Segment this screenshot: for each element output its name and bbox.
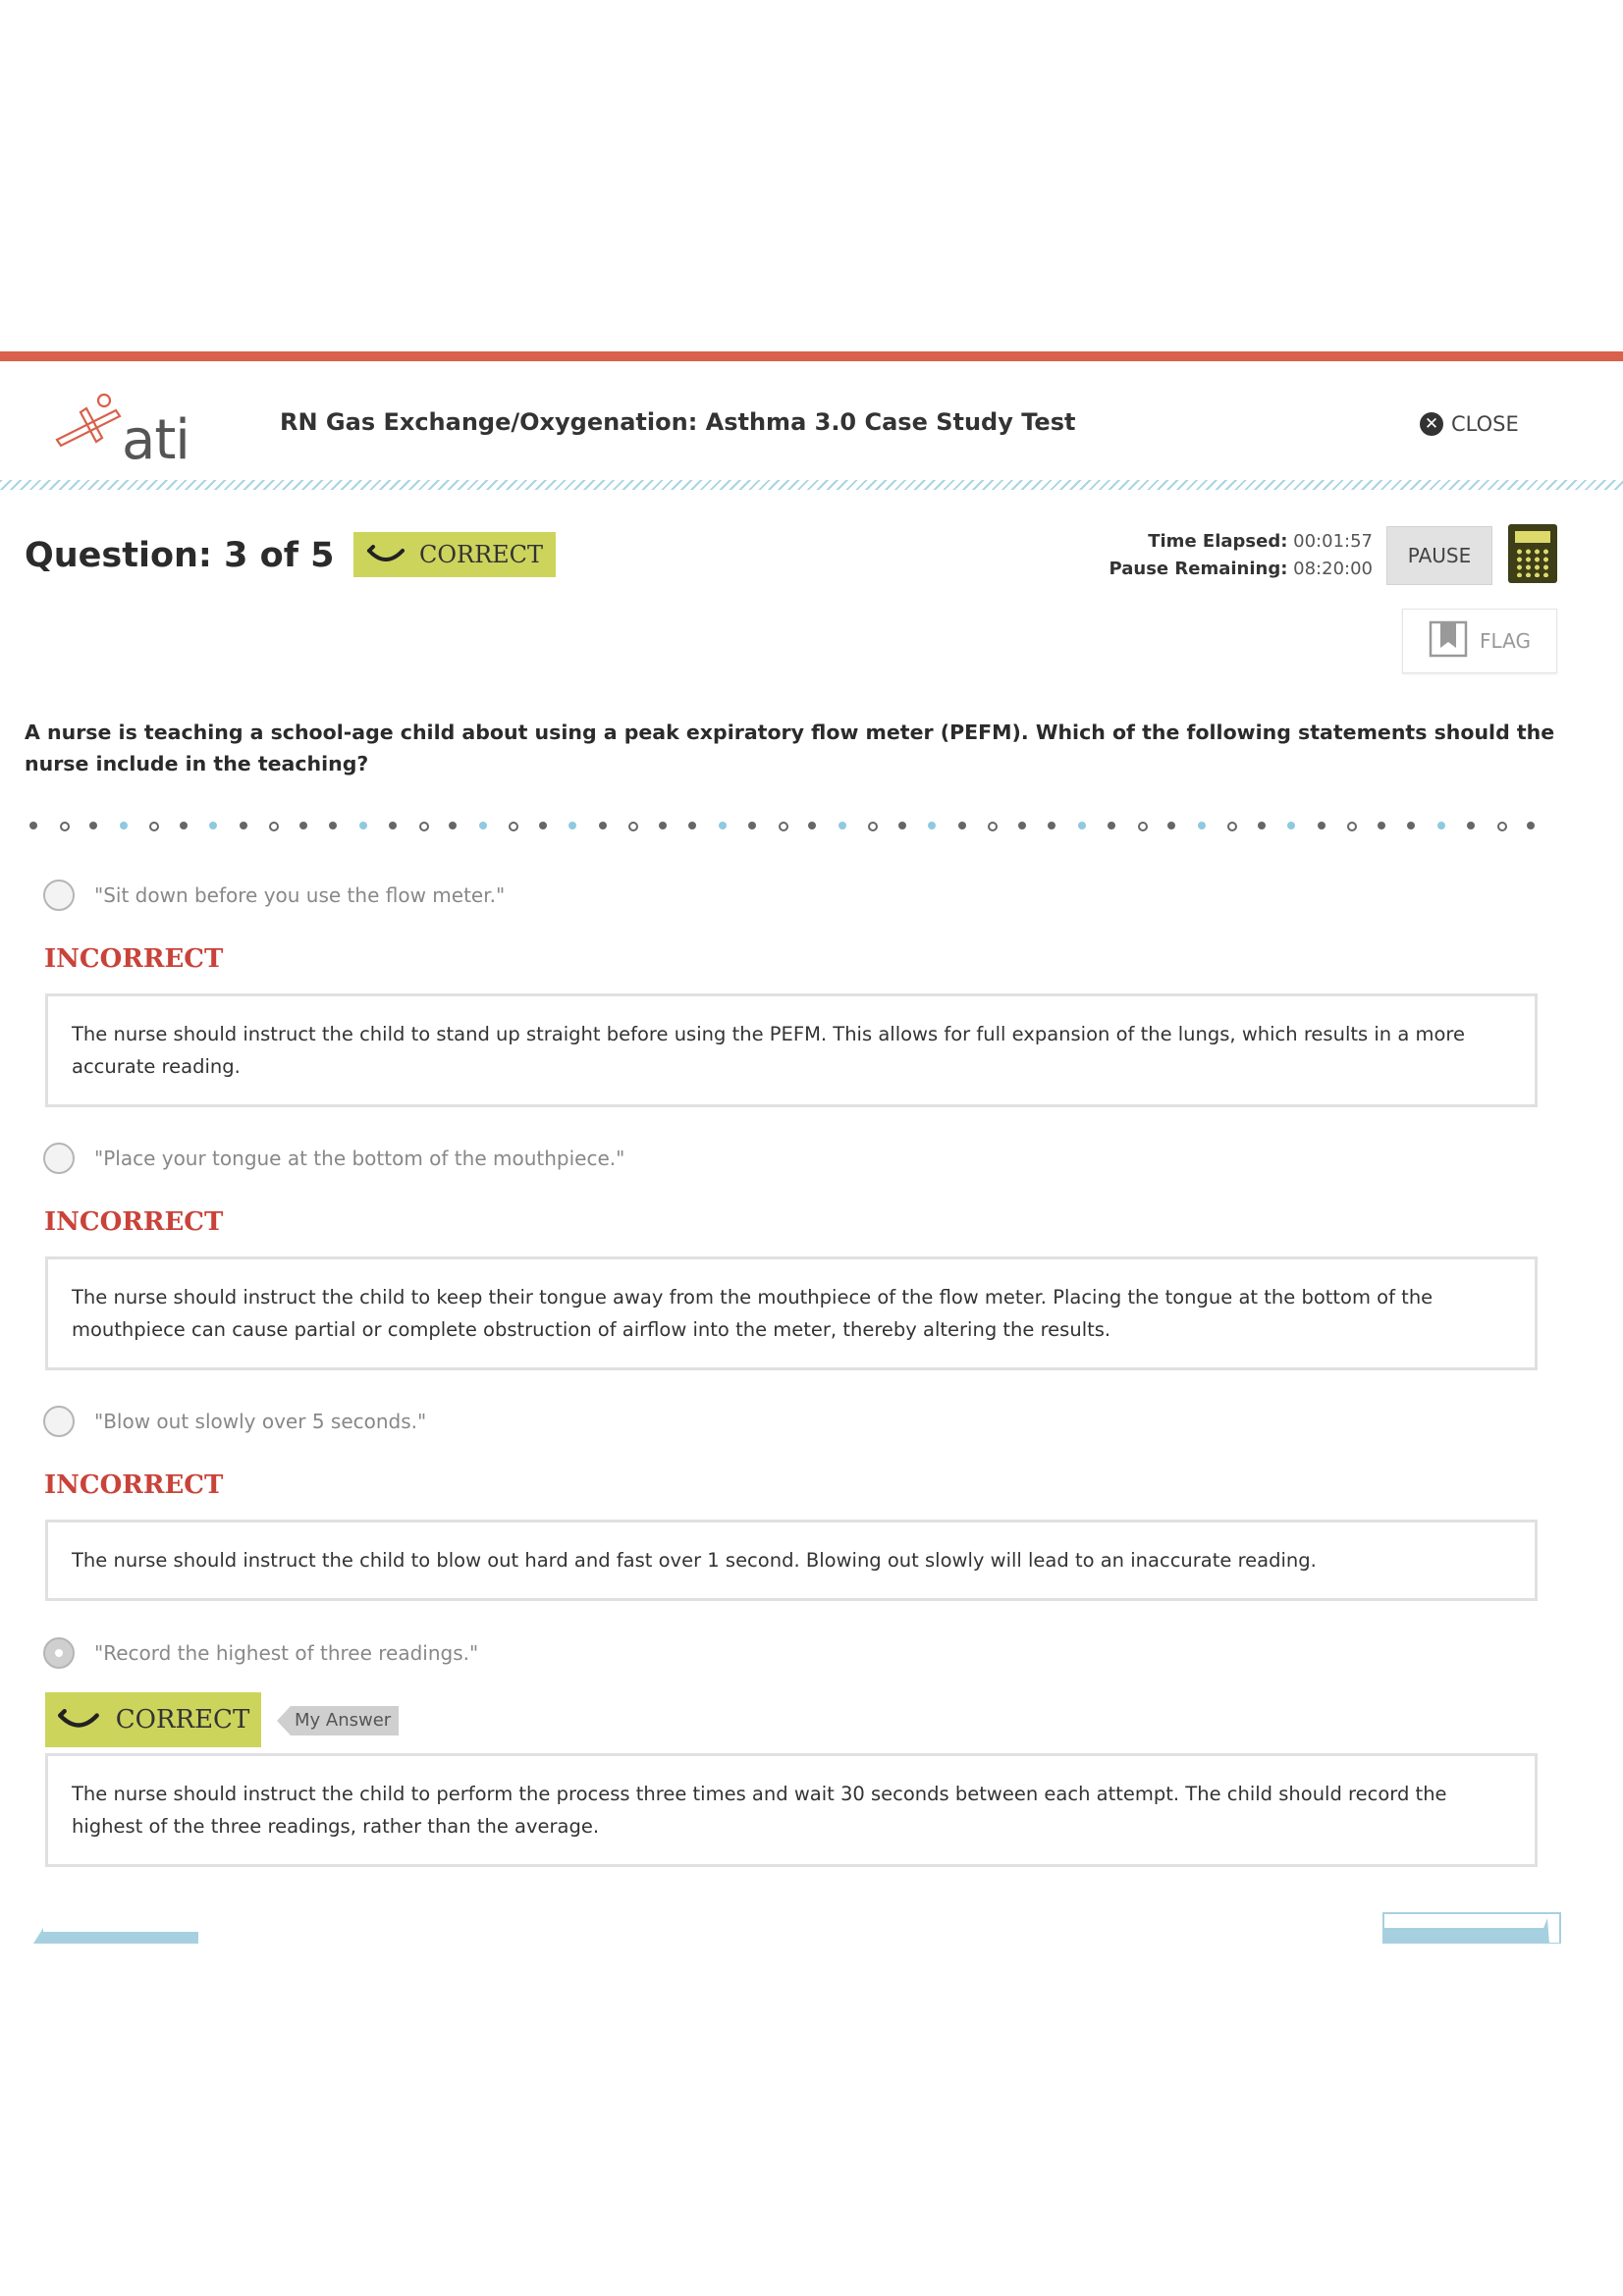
progress-dot xyxy=(1018,822,1026,829)
next-arrow-icon xyxy=(1382,1912,1561,1944)
progress-dot xyxy=(568,822,576,829)
progress-dot xyxy=(1167,822,1175,829)
calculator-screen xyxy=(1515,531,1550,543)
option-3-rationale: The nurse should instruct the child to blow out hard and fast over 1 second. Blowing out slowly will lead to an inaccurate reading. xyxy=(45,1520,1538,1601)
close-button[interactable] xyxy=(1420,412,1519,436)
progress-dot xyxy=(958,822,966,829)
check-icon xyxy=(57,1709,100,1731)
progress-dot xyxy=(748,822,756,829)
progress-dots xyxy=(29,819,1551,832)
progress-dot xyxy=(1407,822,1415,829)
progress-dot xyxy=(1108,822,1115,829)
option-4-verdict-badge xyxy=(45,1692,261,1747)
progress-dot xyxy=(808,822,816,829)
option-4-verdict: CORRECT xyxy=(115,1705,250,1735)
progress-dot xyxy=(988,822,998,831)
logo-text: ati xyxy=(122,408,189,472)
progress-dot xyxy=(1287,822,1295,829)
option-4-radio[interactable] xyxy=(43,1637,75,1669)
option-2[interactable] xyxy=(43,1143,624,1174)
progress-dot xyxy=(659,822,667,829)
option-4-rationale: The nurse should instruct the child to perform the process three times and wait 30 seconds between each attempt. The child should record the highest of the three readings, rather than the average. xyxy=(45,1753,1538,1867)
progress-dot xyxy=(1437,822,1445,829)
close-label: CLOSE xyxy=(1451,412,1519,436)
progress-dot xyxy=(419,822,429,831)
my-answer-label: My Answer xyxy=(291,1706,399,1735)
progress-dot xyxy=(928,822,936,829)
calculator-keys xyxy=(1515,548,1550,577)
progress-dot xyxy=(29,822,37,829)
progress-dot xyxy=(688,822,696,829)
progress-dot xyxy=(1347,822,1357,831)
progress-dot xyxy=(1378,822,1385,829)
option-1-radio[interactable] xyxy=(43,880,75,911)
question-counter: Question: 3 of 5 xyxy=(25,536,335,575)
flag-button[interactable] xyxy=(1402,609,1557,673)
header-divider xyxy=(0,480,1623,490)
progress-dot xyxy=(240,822,247,829)
progress-dot xyxy=(1318,822,1325,829)
status-text: CORRECT xyxy=(418,541,544,568)
option-3-radio[interactable] xyxy=(43,1406,75,1437)
flag-label: FLAG xyxy=(1480,629,1531,653)
progress-dot xyxy=(60,822,70,831)
progress-dot xyxy=(1527,822,1535,829)
option-3[interactable] xyxy=(43,1406,426,1437)
question-stem: A nurse is teaching a school-age child about using a peak expiratory flow meter (PEFM). Which of the following statements should the nurse include in the teaching? xyxy=(25,721,1555,775)
option-3-verdict: INCORRECT xyxy=(44,1470,224,1500)
progress-dot xyxy=(89,822,97,829)
progress-dot xyxy=(1227,822,1237,831)
top-accent-bar xyxy=(0,351,1623,361)
progress-dot xyxy=(120,822,128,829)
option-4-text: "Record the highest of three readings." xyxy=(94,1641,479,1665)
progress-dot xyxy=(1258,822,1266,829)
ati-logo-mark xyxy=(47,389,126,457)
option-2-radio[interactable] xyxy=(43,1143,75,1174)
prev-arrow-icon xyxy=(33,1916,198,1944)
time-elapsed-value: 00:01:57 xyxy=(1293,531,1373,552)
pause-remaining-label: Pause Remaining: xyxy=(1109,559,1288,579)
progress-dot xyxy=(779,822,788,831)
pause-button[interactable]: PAUSE xyxy=(1386,526,1492,585)
option-1-verdict: INCORRECT xyxy=(44,944,224,974)
ati-logo xyxy=(47,389,204,472)
progress-dot xyxy=(389,822,397,829)
option-1[interactable] xyxy=(43,880,505,911)
progress-dot xyxy=(839,822,846,829)
test-app xyxy=(0,351,1623,1944)
progress-dot xyxy=(1078,822,1086,829)
progress-dot xyxy=(1497,822,1507,831)
progress-dot xyxy=(1198,822,1206,829)
progress-dot xyxy=(180,822,188,829)
option-3-text: "Blow out slowly over 5 seconds." xyxy=(94,1410,427,1433)
pause-remaining-value: 08:20:00 xyxy=(1293,559,1373,579)
progress-dot xyxy=(898,822,906,829)
progress-dot xyxy=(1048,822,1055,829)
bookmark-icon xyxy=(1429,620,1468,663)
progress-dot xyxy=(599,822,607,829)
check-icon xyxy=(366,545,406,564)
progress-dot xyxy=(329,822,337,829)
status-badge xyxy=(353,532,556,577)
progress-dot xyxy=(479,822,487,829)
progress-dot xyxy=(449,822,457,829)
timer-panel xyxy=(1031,528,1373,583)
my-answer-tag xyxy=(277,1706,399,1735)
progress-dot xyxy=(539,822,547,829)
progress-dot xyxy=(269,822,279,831)
option-1-rationale: The nurse should instruct the child to stand up straight before using the PEFM. This allows for full expansion of the lungs, which results in a more accurate reading. xyxy=(45,993,1538,1107)
progress-dot xyxy=(1138,822,1148,831)
header xyxy=(0,361,1623,479)
next-button[interactable] xyxy=(1382,1912,1561,1944)
close-icon: ✕ xyxy=(1420,412,1443,436)
progress-dot xyxy=(719,822,727,829)
time-elapsed-label: Time Elapsed: xyxy=(1148,531,1288,552)
my-answer-arrow xyxy=(277,1706,291,1735)
progress-dot xyxy=(628,822,638,831)
option-2-rationale: The nurse should instruct the child to keep their tongue away from the mouthpiece of the flow meter. Placing the tongue at the bottom of the mouthpiece can cause partial or complete obstruction of airflow into the meter, thereby altering the results. xyxy=(45,1256,1538,1370)
progress-dot xyxy=(149,822,159,831)
test-title: RN Gas Exchange/Oxygenation: Asthma 3.0 Case Study Test xyxy=(280,408,1076,436)
previous-button[interactable] xyxy=(33,1916,198,1944)
option-2-verdict: INCORRECT xyxy=(44,1207,224,1237)
calculator-icon[interactable] xyxy=(1508,524,1557,583)
option-1-text: "Sit down before you use the flow meter." xyxy=(94,883,506,907)
progress-dot xyxy=(1467,822,1475,829)
progress-dot xyxy=(209,822,217,829)
progress-dot xyxy=(868,822,878,831)
option-4[interactable] xyxy=(43,1637,478,1669)
option-2-text: "Place your tongue at the bottom of the mouthpiece." xyxy=(94,1147,625,1170)
progress-dot xyxy=(299,822,307,829)
progress-dot xyxy=(359,822,367,829)
progress-dot xyxy=(509,822,518,831)
